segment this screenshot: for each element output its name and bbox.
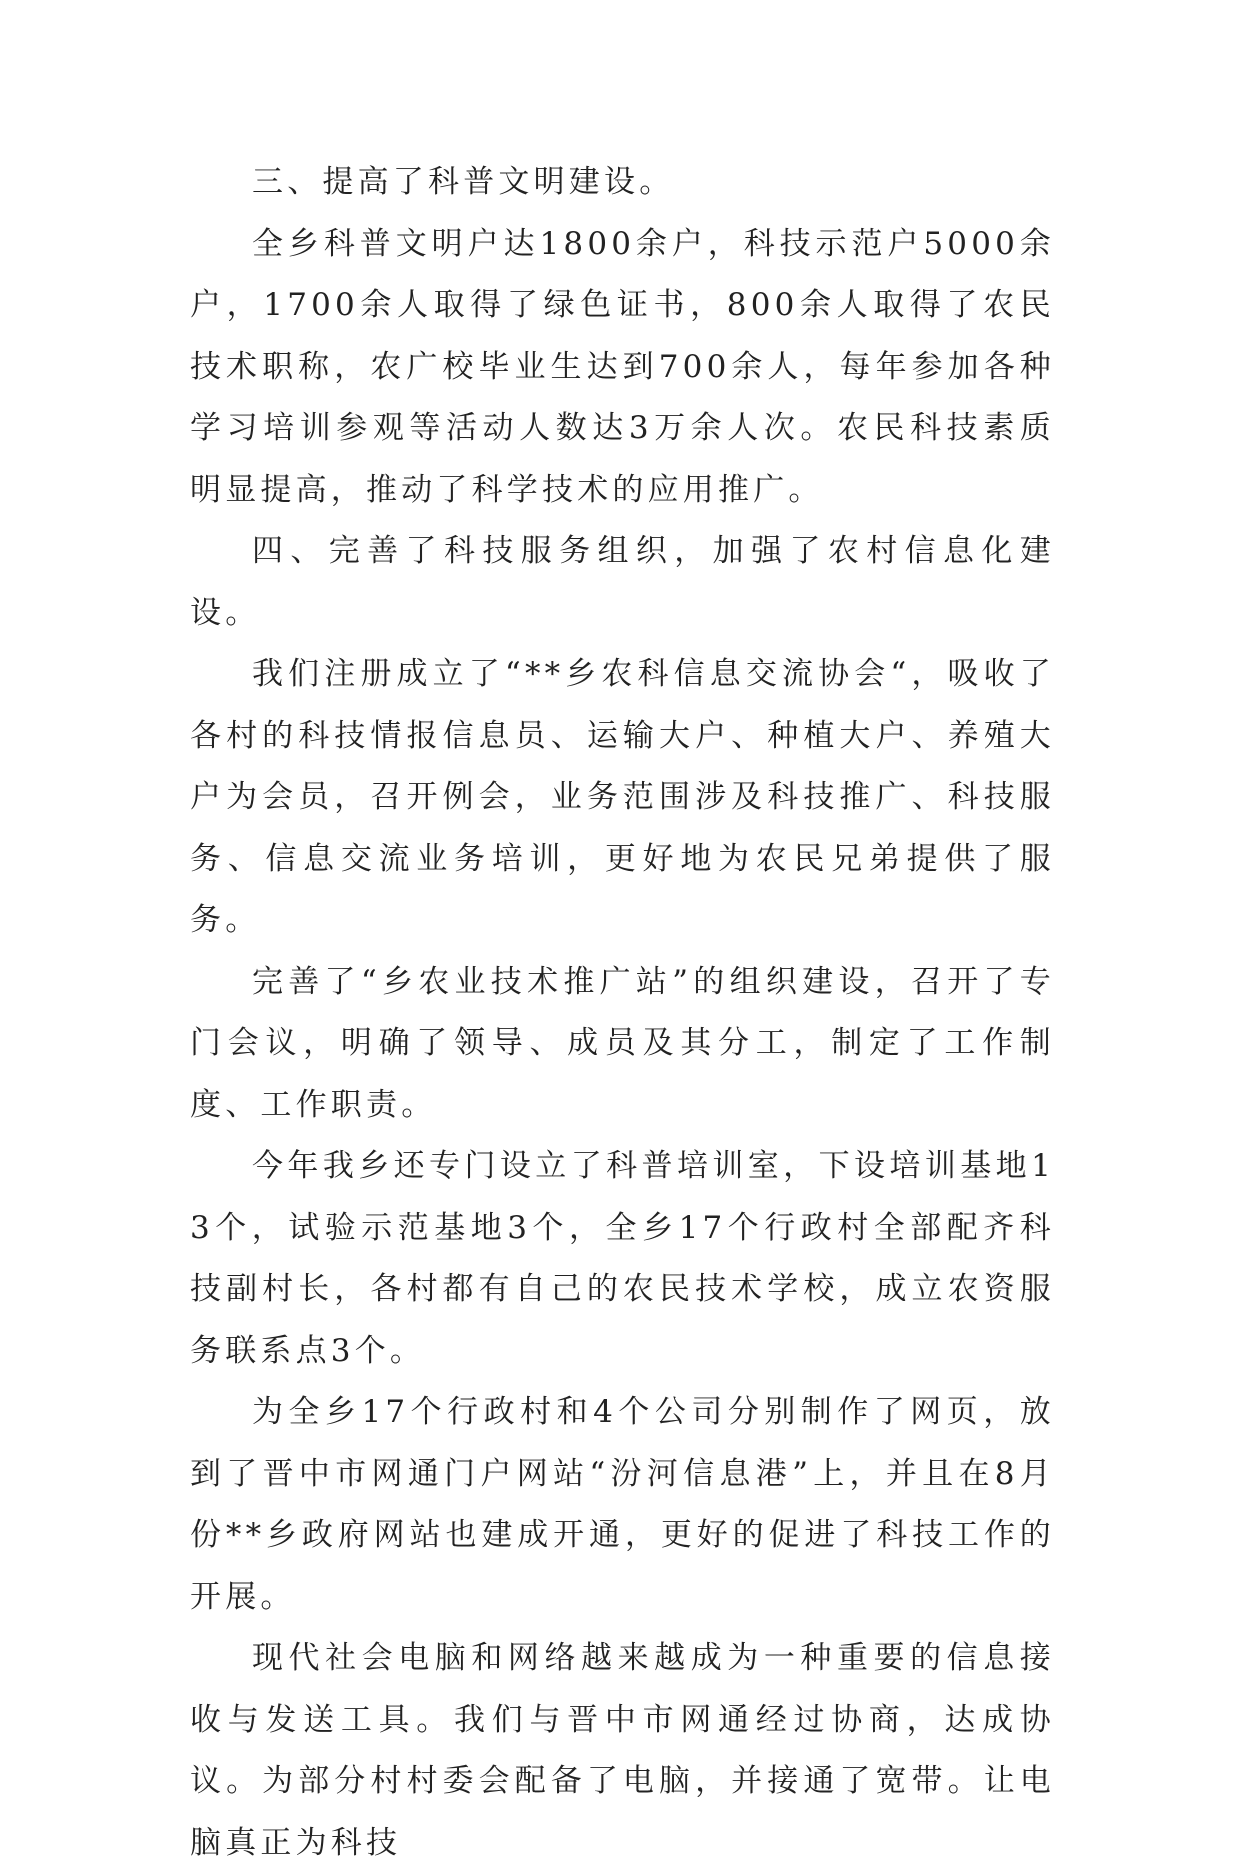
paragraph-web-pages: 为全乡17个行政村和4个公司分别制作了网页，放到了晋中市网通门户网站“汾河信息港”上，并且在8月份**乡政府网站也建成开通，更好的促进了科技工作的开展。 (190, 1394, 1055, 1615)
paragraph-extension-station: 完善了“乡农业技术推广站”的组织建设，召开了专门会议，明确了领导、成员及其分工，制定了工作制度、工作职责。 (190, 963, 1055, 1123)
document-body (190, 152, 1055, 1874)
paragraph-association: 我们注册成立了“**乡农科信息交流协会“，吸收了各村的科技情报信息员、运输大户、种植大户、养殖大户为会员，召开例会，业务范围涉及科技推广、科技服务、信息交流业务培训，更好地为农民兄弟提供了服务。 (190, 656, 1055, 938)
paragraph-science-households: 全乡科普文明户达1800余户，科技示范户5000余户，1700余人取得了绿色证书，800余人取得了农民技术职称，农广校毕业生达到700余人，每年参加各种学习培训参观等活动人数达3万余人次。农民科技素质明显提高，推动了科学技术的应用推广。 (190, 225, 1055, 508)
paragraph-computers-network: 现代社会电脑和网络越来越成为一种重要的信息接收与发送工具。我们与晋中市网通经过协商，达成协议。为部分村村委会配备了电脑，并接通了宽带。让电脑真正为科技 (190, 1640, 1055, 1861)
heading-section-four: 四、完善了科技服务组织，加强了农村信息化建设。 (190, 533, 1055, 631)
heading-section-three: 三、提高了科普文明建设。 (252, 164, 675, 200)
paragraph-training-room: 今年我乡还专门设立了科普培训室，下设培训基地13个，试验示范基地3个，全乡17个行政村全部配齐科技副村长，各村都有自己的农民技术学校，成立农资服务联系点3个。 (190, 1148, 1055, 1369)
